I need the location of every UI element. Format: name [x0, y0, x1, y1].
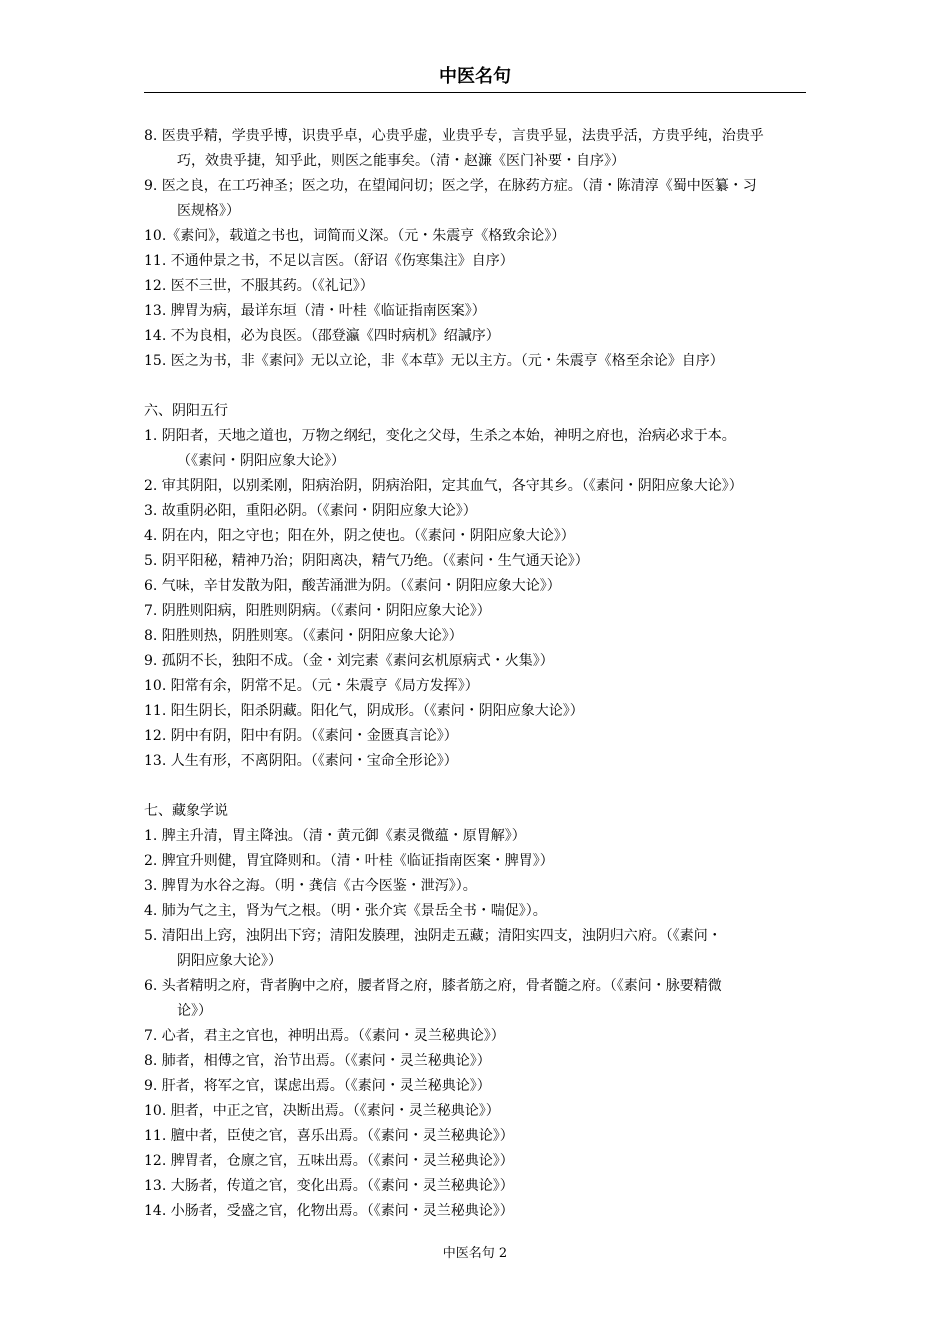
- quote-line: （《素问・阴阳应象大论》）: [177, 453, 345, 469]
- quote-line: 12. 阴中有阴，阳中有阴。（《素问・金匮真言论》）: [144, 728, 458, 744]
- quote-line: 3. 故重阴必阳，重阳必阴。（《素问・阴阳应象大论》）: [144, 503, 477, 519]
- quote-line: 4. 阴在内，阳之守也；阳在外，阴之使也。（《素问・阴阳应象大论》）: [144, 528, 575, 544]
- quote-line: 论》）: [177, 1003, 212, 1019]
- quote-line: 医规格》）: [177, 203, 240, 219]
- quote-line: 10.《素问》，载道之书也，词简而义深。（元・朱震亨《格致余论》）: [144, 228, 566, 244]
- quote-line: 15. 医之为书，非《素问》无以立论，非《本草》无以主方。（元・朱震亨《格至余论》自序）: [144, 353, 724, 369]
- quote-line: 8. 阳胜则热，阴胜则寒。（《素问・阴阳应象大论》）: [144, 628, 463, 644]
- quote-line: 13. 脾胃为病，最详东垣（清・叶桂《临证指南医案》）: [144, 303, 486, 319]
- quote-line: 3. 脾胃为水谷之海。（明・龚信《古今医鉴・泄泻》）。: [144, 878, 477, 894]
- quote-line: 1. 脾主升清，胃主降浊。（清・黄元御《素灵微蕴・原胃解》）: [144, 828, 526, 844]
- quote-line: 2. 脾宜升则健，胃宜降则和。（清・叶桂《临证指南医案・脾胃》）: [144, 853, 554, 869]
- section-gap: [144, 374, 810, 399]
- quote-line: 9. 孤阴不长，独阳不成。（金・刘完素《素问玄机原病式・火集》）: [144, 653, 554, 669]
- quote-line: 8. 肺者，相傅之官，治节出焉。（《素问・灵兰秘典论》）: [144, 1053, 491, 1069]
- section-heading: 七、藏象学说: [144, 803, 228, 819]
- page-title: 中医名句: [439, 66, 511, 87]
- header-divider: [144, 92, 806, 93]
- quote-line: 6. 气味，辛甘发散为阳，酸苦涌泄为阴。（《素问・阴阳应象大论》）: [144, 578, 561, 594]
- quote-line: 13. 大肠者，传道之官，变化出焉。（《素问・灵兰秘典论》）: [144, 1178, 514, 1194]
- quote-line: 11. 膻中者，臣使之官，喜乐出焉。（《素问・灵兰秘典论》）: [144, 1128, 514, 1144]
- quote-line: 10. 阳常有余，阴常不足。（元・朱震亨《局方发挥》）: [144, 678, 479, 694]
- quote-line: 9. 肝者，将军之官，谋虑出焉。（《素问・灵兰秘典论》）: [144, 1078, 491, 1094]
- quote-line: 10. 胆者，中正之官，决断出焉。（《素问・灵兰秘典论》）: [144, 1103, 500, 1119]
- quote-line: 5. 清阳出上窍，浊阴出下窍；清阳发腠理，浊阴走五藏；清阳实四支，浊阴归六府。（《素问・: [144, 928, 722, 944]
- quote-line: 14. 小肠者，受盛之官，化物出焉。（《素问・灵兰秘典论》）: [144, 1203, 514, 1219]
- quote-line: 2. 审其阴阳，以别柔刚，阳病治阴，阴病治阳，定其血气，各守其乡。（《素问・阴阳应象大论》）: [144, 478, 743, 494]
- quote-line: 4. 肺为气之主，肾为气之根。（明・张介宾《景岳全书・喘促》）。: [144, 903, 547, 919]
- quote-line: 12. 医不三世，不服其药。（《礼记》）: [144, 278, 374, 294]
- quote-line: 6. 头者精明之府，背者胸中之府，腰者肾之府，膝者筋之府，骨者髓之府。（《素问・脉要精微: [144, 978, 722, 994]
- quote-line: 7. 阴胜则阳病，阳胜则阴病。（《素问・阴阳应象大论》）: [144, 603, 491, 619]
- quote-line: 1. 阴阳者，天地之道也，万物之纲纪，变化之父母，生杀之本始，神明之府也，治病必求于本。: [144, 428, 736, 444]
- quote-line: 8. 医贵乎精，学贵乎博，识贵乎卓，心贵乎虚，业贵乎专，言贵乎显，法贵乎活，方贵乎纯，治贵乎: [144, 128, 764, 144]
- section-heading: 六、阴阳五行: [144, 403, 228, 419]
- document-body: [144, 124, 810, 1224]
- quote-line: 9. 医之良，在工巧神圣；医之功，在望闻问切；医之学，在脉药方症。（清・陈清淳《蜀中医纂・习: [144, 178, 757, 194]
- quote-line: 14. 不为良相，必为良医。（邵登瀛《四时病机》绍諴序）: [144, 328, 500, 344]
- quote-line: 12. 脾胃者，仓廪之官，五味出焉。（《素问・灵兰秘典论》）: [144, 1153, 514, 1169]
- page-footer: 中医名句 2: [442, 1246, 508, 1261]
- quote-line: 7. 心者，君主之官也，神明出焉。（《素问・灵兰秘典论》）: [144, 1028, 505, 1044]
- quote-line: 巧，效贵乎捷，知乎此，则医之能事矣。（清・赵濂《医门补要・自序》）: [177, 153, 625, 169]
- quote-line: 5. 阴平阳秘，精神乃治；阴阳离决，精气乃绝。（《素问・生气通天论》）: [144, 553, 589, 569]
- quote-line: 13. 人生有形，不离阴阳。（《素问・宝命全形论》）: [144, 753, 458, 769]
- quote-line: 11. 不通仲景之书，不足以言医。（舒诏《伤寒集注》自序）: [144, 253, 514, 269]
- quote-line: 阴阳应象大论》）: [177, 953, 282, 969]
- section-gap: [144, 774, 810, 799]
- quote-line: 11. 阳生阴长，阳杀阴藏。阳化气，阴成形。（《素问・阴阳应象大论》）: [144, 703, 584, 719]
